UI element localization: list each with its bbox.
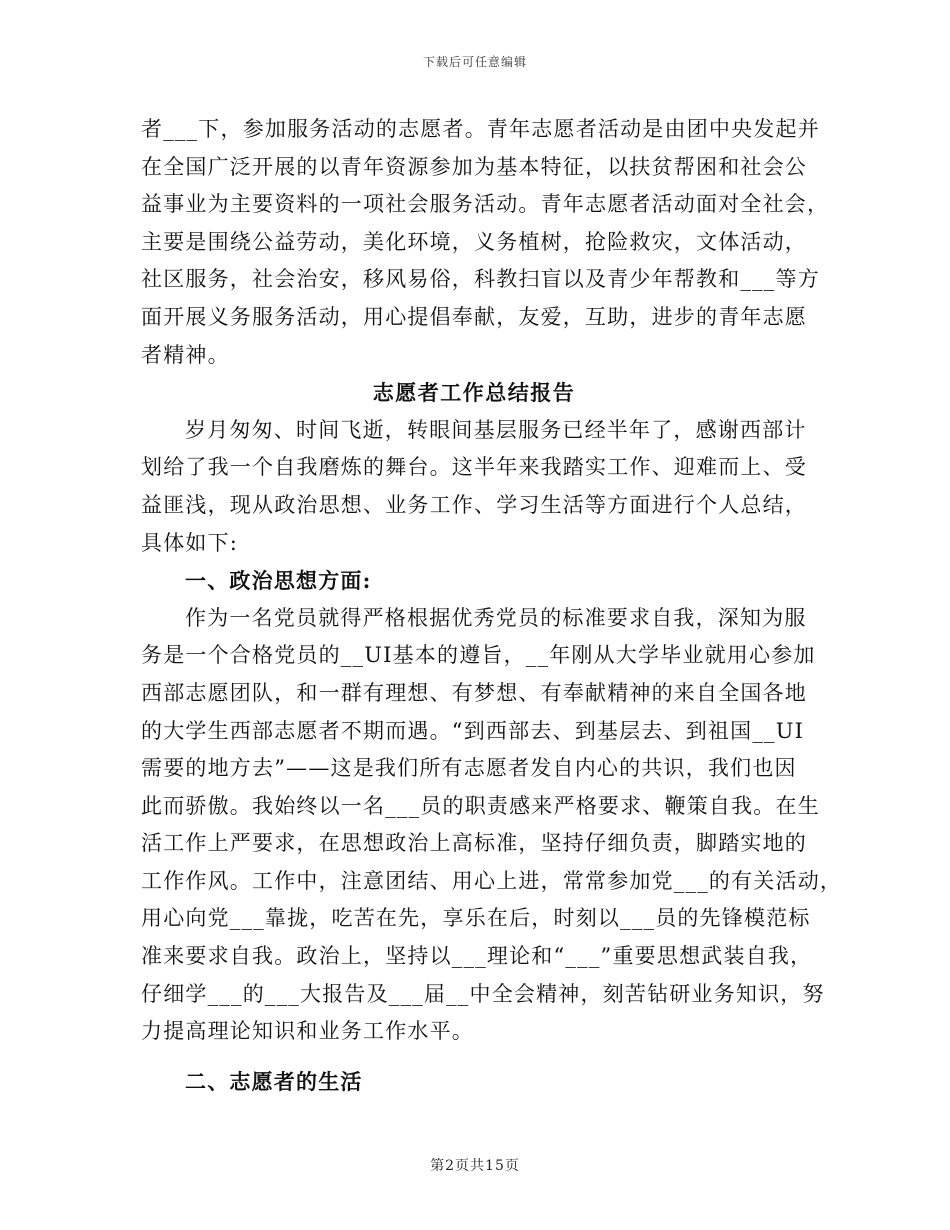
text-line: 务是一个合格党员的__UI基本的遵旨，__年刚从大学毕业就用心参加 [141, 643, 816, 668]
text-line: 社区服务，社会治安，移风易俗，科教扫盲以及青少年帮教和___等方 [141, 267, 820, 292]
text-line: 此而骄傲。我始终以一名___员的职责感来严格要求、鞭策自我。在生 [141, 793, 820, 818]
text-line: 工作作风。工作中，注意团结、用心上进，常常参加党___的有关活动， [141, 868, 843, 893]
text-line: 用心向党___靠拢，吃苦在先，享乐在后，时刻以___员的先锋模范标 [141, 906, 811, 931]
intro-paragraph [141, 111, 831, 374]
section-heading-political: 一、政治思想方面: [185, 568, 372, 594]
text-line: 益匪浅，现从政治思想、业务工作、学习生活等方面进行个人总结， [141, 492, 807, 517]
text-line: 具体如下: [141, 530, 239, 555]
text-line: 准来要求自我。政治上，坚持以___理论和“___”重要思想武装自我， [141, 944, 813, 969]
text-line: 力提高理论知识和业务工作水平。 [141, 1019, 474, 1044]
text-line: 需要的地方去”——这是我们所有志愿者发自内心的共识，我们也因 [141, 756, 797, 781]
text-line: 益事业为主要资料的一项社会服务活动。青年志愿者活动面对全社会， [141, 192, 830, 217]
text-line: 西部志愿团队，和一群有理想、有梦想、有奉献精神的来自全国各地 [141, 680, 807, 705]
page-header: 下载后可任意编辑 [422, 55, 527, 69]
text-line: 主要是围绕公益劳动，美化环境，义务植树，抢险救灾，文体活动， [141, 229, 807, 254]
text-line: 岁月匆匆、时间飞逝，转眼间基层服务已经半年了，感谢西部计 [185, 417, 807, 442]
text-line: 活工作上严要求，在思想政治上高标准，坚持仔细负责，脚踏实地的 [141, 831, 807, 856]
text-line: 者精神。 [141, 342, 230, 367]
page-footer: 第2页共15页 [430, 1158, 520, 1174]
political-paragraph [141, 600, 843, 1051]
text-line: 划给了我一个自我磨炼的舞台。这半年来我踏实工作、迎难而上、受 [141, 455, 807, 480]
section-heading-life: 二、志愿者的生活 [185, 1068, 363, 1094]
document-title: 志愿者工作总结报告 [372, 380, 576, 406]
text-line: 的大学生西部志愿者不期而遇。“到西部去、到基层去、到祖国__UI [141, 718, 805, 743]
opening-paragraph [141, 412, 831, 562]
document-body [141, 111, 843, 1100]
paragraph-gap [141, 1051, 831, 1063]
text-line: 者___下，参加服务活动的志愿者。青年志愿者活动是由团中央发起并 [141, 117, 820, 141]
text-line: 仔细学___的___大报告及___届__中全会精神，刻苦钻研业务知识，努 [141, 981, 825, 1006]
text-line: 在全国广泛开展的以青年资源参加为基本特征，以扶贫帮困和社会公 [141, 154, 807, 179]
text-line: 面开展义务服务活动，用心提倡奉献，友爱，互助，进步的青年志愿 [141, 304, 807, 329]
text-line: 作为一名党员就得严格根据优秀党员的标准要求自我，深知为服 [185, 605, 807, 630]
